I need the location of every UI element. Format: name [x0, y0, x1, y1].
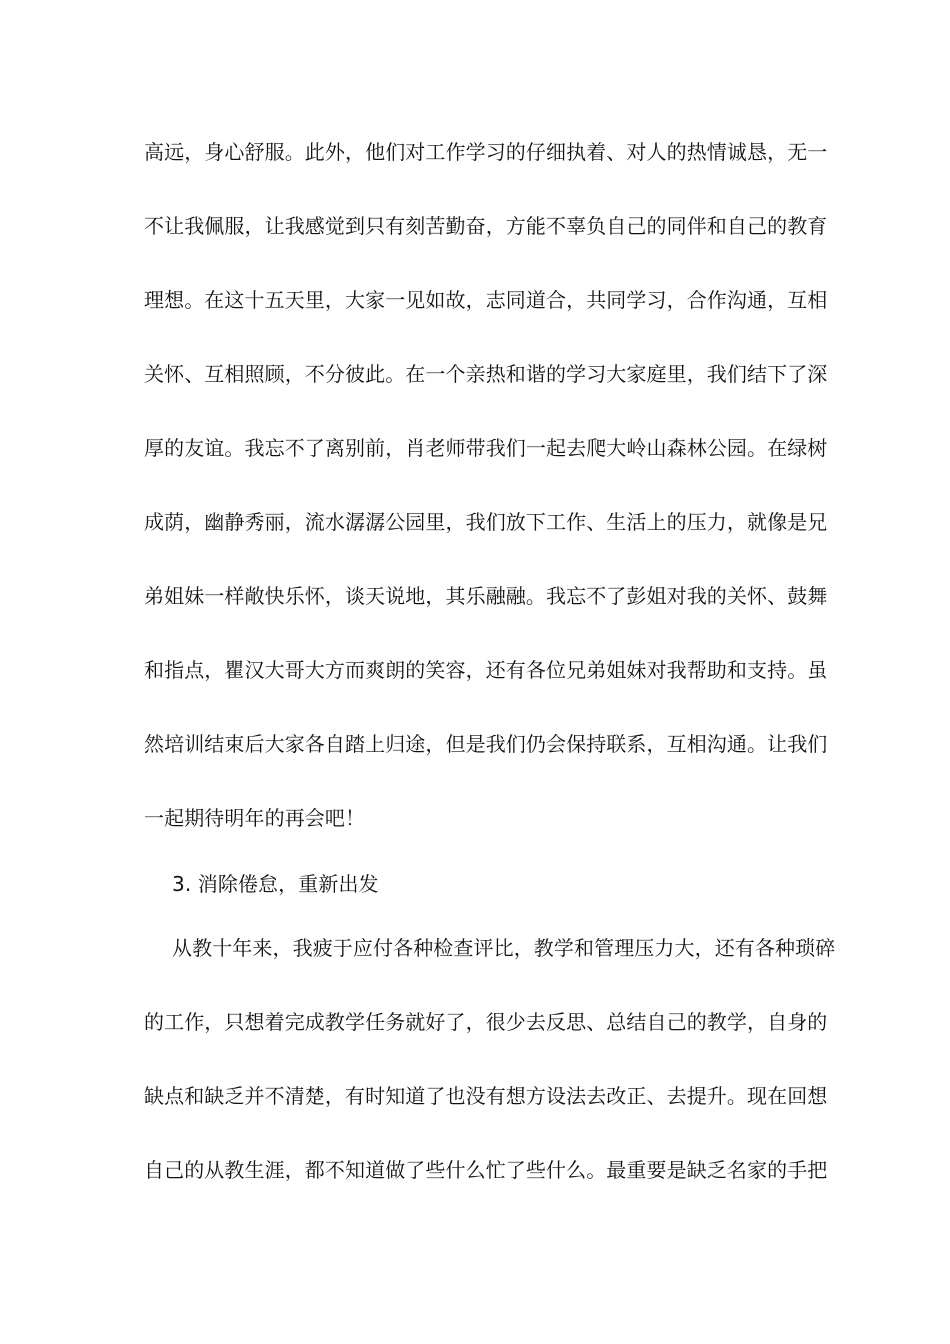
paragraph-line: 理想。在这十五天里，大家一见如故，志同道合，共同学习，合作沟通，互相 — [144, 288, 828, 312]
paragraph-line: 从教十年来，我疲于应付各种检查评比，教学和管理压力大，还有各种琐碎 — [172, 936, 836, 960]
paragraph-line: 弟姐妹一样敞快乐怀，谈天说地，其乐融融。我忘不了彭姐对我的关怀、鼓舞 — [144, 584, 828, 608]
paragraph-line: 高远，身心舒服。此外，他们对工作学习的仔细执着、对人的热情诚恳，无一 — [144, 140, 828, 164]
paragraph-line: 成荫，幽静秀丽，流水潺潺公园里，我们放下工作、生活上的压力，就像是兄 — [144, 510, 828, 534]
paragraph-line: 然培训结束后大家各自踏上归途，但是我们仍会保持联系，互相沟通。让我们 — [144, 732, 828, 756]
paragraph-line: 和指点，瞿汉大哥大方而爽朗的笑容，还有各位兄弟姐妹对我帮助和支持。虽 — [144, 658, 828, 682]
paragraph-line: 自己的从教生涯，都不知道做了些什么忙了些什么。最重要是缺乏名家的手把 — [144, 1158, 828, 1182]
paragraph-line: 关怀、互相照顾，不分彼此。在一个亲热和谐的学习大家庭里，我们结下了深 — [144, 362, 828, 386]
section-heading: 3. 消除倦怠，重新出发 — [172, 872, 379, 896]
paragraph-line: 厚的友谊。我忘不了离别前，肖老师带我们一起去爬大岭山森林公园。在绿树 — [144, 436, 828, 460]
paragraph-line: 的工作，只想着完成教学任务就好了，很少去反思、总结自己的教学，自身的 — [144, 1010, 828, 1034]
paragraph-line: 一起期待明年的再会吧！ — [144, 806, 366, 830]
paragraph-line: 不让我佩服，让我感觉到只有刻苦勤奋，方能不辜负自己的同伴和自己的教育 — [144, 214, 828, 238]
paragraph-line: 缺点和缺乏并不清楚，有时知道了也没有想方设法去改正、去提升。现在回想 — [144, 1084, 828, 1108]
